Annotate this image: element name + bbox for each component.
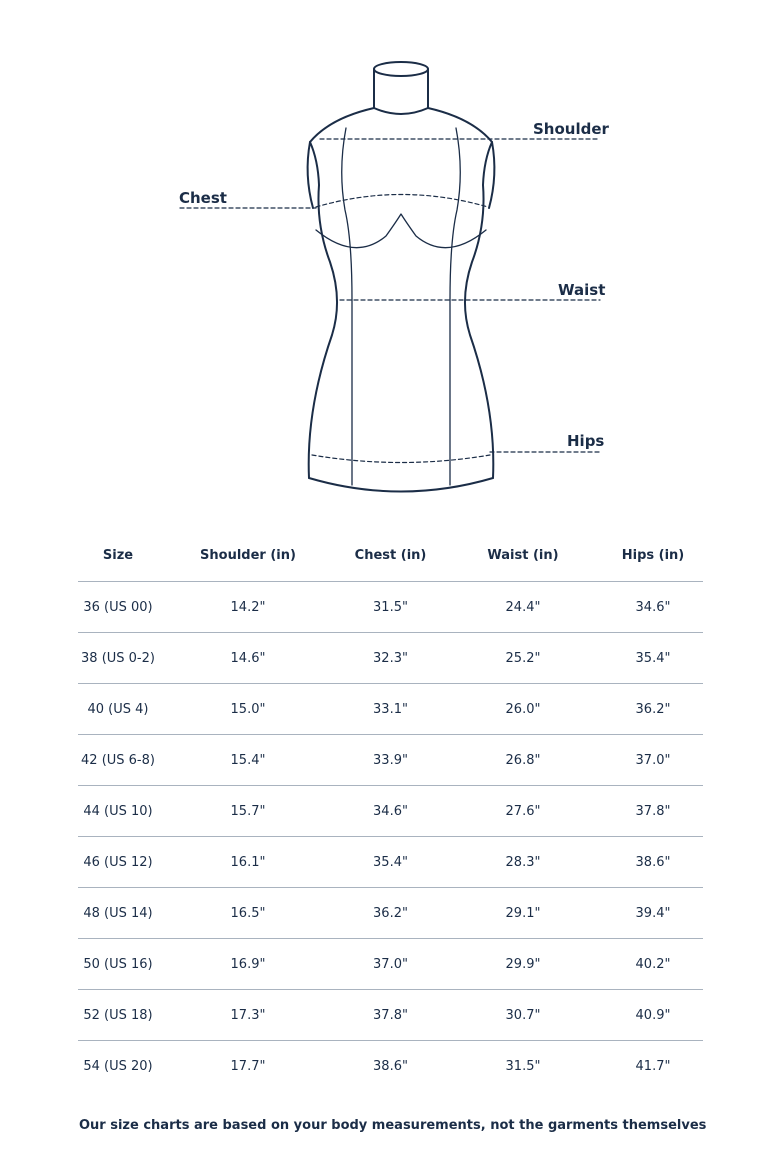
size-chart-table [78, 530, 703, 1091]
cell-shoulder: 16.9" [158, 939, 338, 990]
cell-shoulder: 14.2" [158, 582, 338, 633]
cell-size: 38 (US 0-2) [78, 633, 158, 684]
cell-hips: 37.0" [603, 735, 703, 786]
cell-chest: 31.5" [338, 582, 443, 633]
cell-shoulder: 16.5" [158, 888, 338, 939]
cell-chest: 36.2" [338, 888, 443, 939]
cell-waist: 25.2" [443, 633, 603, 684]
table-header-row [78, 530, 703, 582]
cell-waist: 28.3" [443, 837, 603, 888]
cell-shoulder: 15.0" [158, 684, 338, 735]
cell-waist: 29.9" [443, 939, 603, 990]
cell-hips: 39.4" [603, 888, 703, 939]
chest-label: Chest [179, 189, 227, 207]
cell-size: 50 (US 16) [78, 939, 158, 990]
cell-waist: 30.7" [443, 990, 603, 1041]
cell-shoulder: 16.1" [158, 837, 338, 888]
table-row [78, 939, 703, 990]
table-row [78, 786, 703, 837]
size-chart-footnote: Our size charts are based on your body measurements, not the garments themselves [79, 1118, 707, 1133]
table-row [78, 888, 703, 939]
header-hips: Hips (in) [603, 530, 703, 582]
cell-shoulder: 17.3" [158, 990, 338, 1041]
table-row [78, 990, 703, 1041]
table-row [78, 837, 703, 888]
hips-label: Hips [567, 432, 605, 450]
cell-size: 52 (US 18) [78, 990, 158, 1041]
table-row [78, 633, 703, 684]
cell-chest: 37.8" [338, 990, 443, 1041]
cell-size: 40 (US 4) [78, 684, 158, 735]
table-row [78, 582, 703, 633]
cell-size: 36 (US 00) [78, 582, 158, 633]
header-shoulder: Shoulder (in) [158, 530, 338, 582]
cell-waist: 26.8" [443, 735, 603, 786]
cell-hips: 34.6" [603, 582, 703, 633]
cell-hips: 40.2" [603, 939, 703, 990]
cell-shoulder: 17.7" [230, 1058, 266, 1074]
cell-hips: 41.7" [635, 1058, 671, 1074]
table-row [78, 684, 703, 735]
cell-hips: 36.2" [603, 684, 703, 735]
cell-chest: 32.3" [338, 633, 443, 684]
cell-size: 44 (US 10) [78, 786, 158, 837]
cell-chest: 33.1" [338, 684, 443, 735]
header-size: Size [78, 530, 158, 582]
cell-hips: 40.9" [603, 990, 703, 1041]
cell-waist: 31.5" [505, 1058, 541, 1074]
table-row [78, 1041, 703, 1092]
cell-chest: 38.6" [373, 1058, 408, 1074]
cell-shoulder: 15.4" [158, 735, 338, 786]
cell-chest: 35.4" [338, 837, 443, 888]
cell-chest: 34.6" [338, 786, 443, 837]
cell-hips: 37.8" [603, 786, 703, 837]
mannequin-diagram [0, 0, 780, 520]
table-row [78, 735, 703, 786]
cell-waist: 26.0" [443, 684, 603, 735]
cell-size: 46 (US 12) [78, 837, 158, 888]
header-waist: Waist (in) [443, 530, 603, 582]
cell-chest: 37.0" [338, 939, 443, 990]
shoulder-label: Shoulder [533, 120, 609, 138]
cell-size: 54 (US 20) [83, 1058, 153, 1074]
cell-hips: 38.6" [603, 837, 703, 888]
cell-size: 42 (US 6-8) [78, 735, 158, 786]
cell-waist: 24.4" [443, 582, 603, 633]
cell-chest: 33.9" [338, 735, 443, 786]
cell-hips: 35.4" [603, 633, 703, 684]
cell-shoulder: 15.7" [158, 786, 338, 837]
cell-shoulder: 14.6" [158, 633, 338, 684]
cell-waist: 27.6" [443, 786, 603, 837]
cell-waist: 29.1" [443, 888, 603, 939]
cell-size: 48 (US 14) [78, 888, 158, 939]
header-chest: Chest (in) [338, 530, 443, 582]
waist-label: Waist [558, 281, 606, 299]
mannequin-illustration [0, 0, 780, 520]
